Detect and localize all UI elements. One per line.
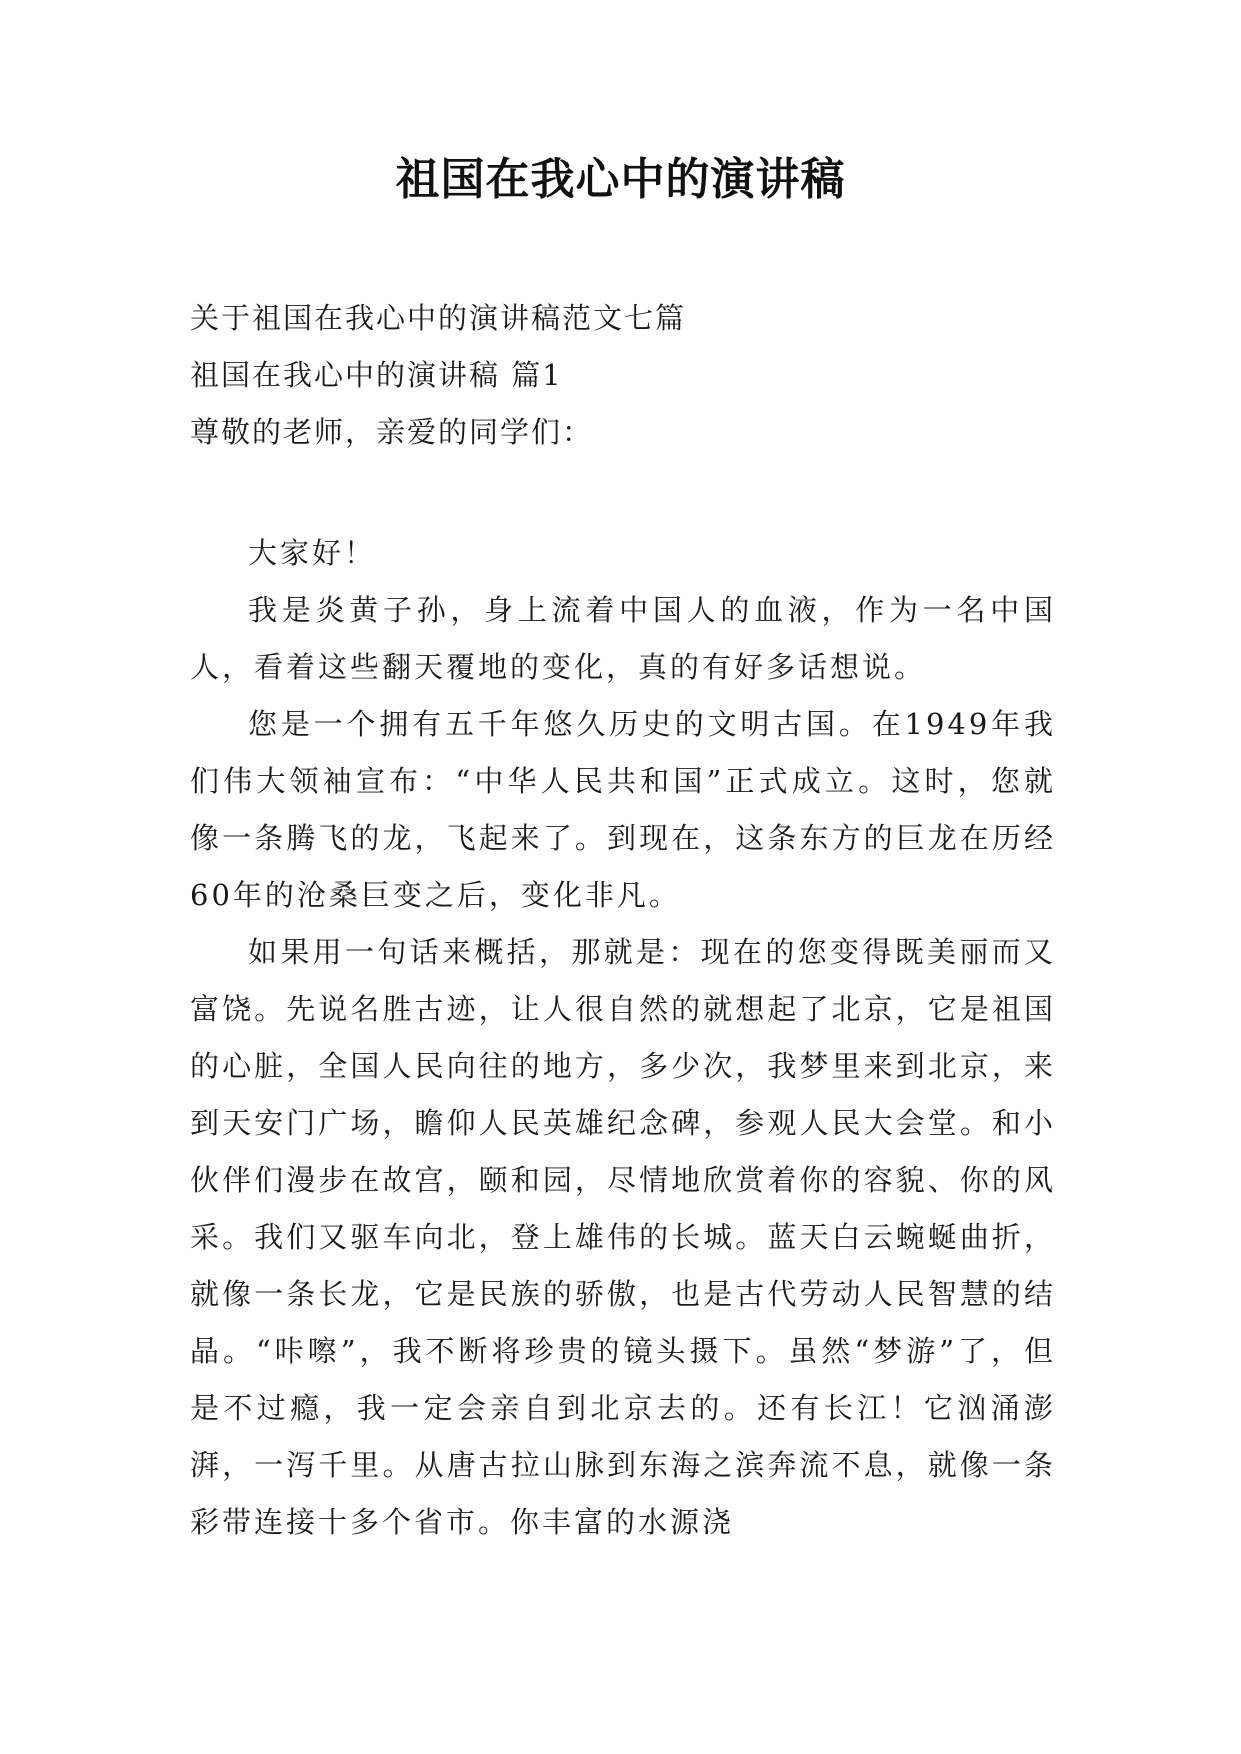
salutation: 尊敬的老师，亲爱的同学们： <box>190 415 594 449</box>
paragraph-scenery: 如果用一句话来概括，那就是：现在的您变得既美丽而又富饶。先说名胜古迹，让人很自然的就想起了北京，它是祖国的心脏，全国人民向往的地方，多少次，我梦里来到北京，来到天安门广场，瞻仰人民英雄纪念碑，参观人民大会堂。和小伙伴们漫步在故宫，颐和园，尽情地欣赏着你的容貌、你的风采。我们又驱车向北，登上雄伟的长城。蓝天白云蜿蜒曲折，就像一条长龙，它是民族的骄傲，也是古代劳动人民智慧的结晶。“咔嚓”，我不断将珍贵的镜头摄下。虽然“梦游”了，但是不过瘾，我一定会亲自到北京去的。还有长江！它汹涌澎湃，一泻千里。从唐古拉山脉到东海之滨奔流不息，就像一条彩带连接十多个省市。你丰富的水源浇 <box>190 935 1056 1539</box>
speech-body <box>190 525 1056 1551</box>
paragraph-identity: 我是炎黄子孙，身上流着中国人的血液，作为一名中国人，看着这些翻天覆地的变化，真的有好多话想说。 <box>190 593 1056 684</box>
paragraph-history: 您是一个拥有五千年悠久历史的文明古国。在1949年我们伟大领袖宣布：“中华人民共和国”正式成立。这时，您就像一条腾飞的龙，飞起来了。到现在，这条东方的巨龙在历经60年的沧桑巨变之后，变化非凡。 <box>190 707 1056 912</box>
intro-block <box>190 290 1070 461</box>
document-title: 祖国在我心中的演讲稿 <box>395 154 846 205</box>
section-heading: 祖国在我心中的演讲稿 篇1 <box>190 358 563 392</box>
paragraph-greeting: 大家好！ <box>248 536 377 570</box>
subtitle: 关于祖国在我心中的演讲稿范文七篇 <box>190 301 687 335</box>
